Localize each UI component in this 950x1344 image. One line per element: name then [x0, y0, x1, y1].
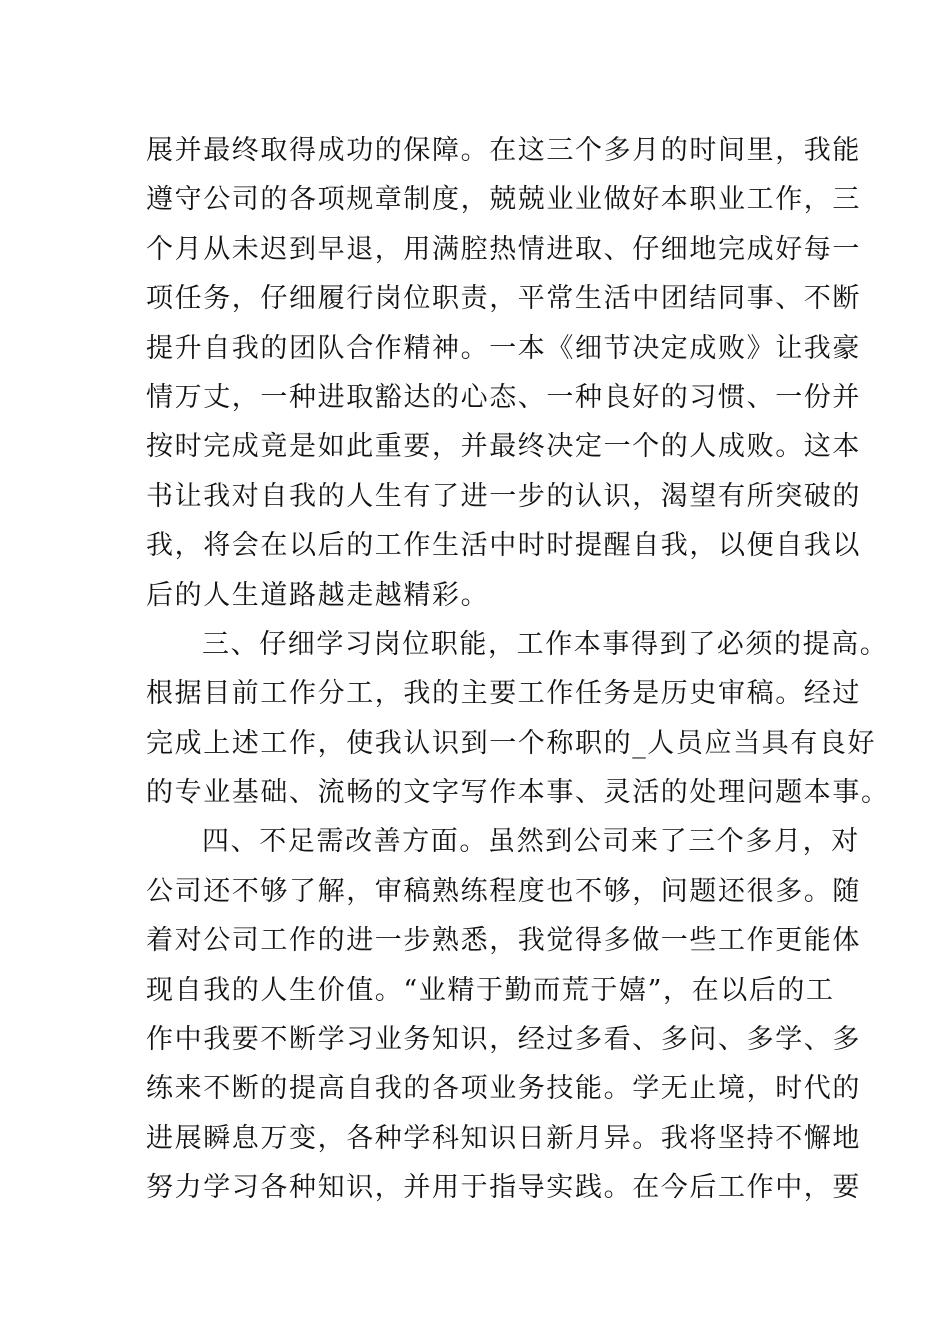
text-line: 我，将会在以后的工作生活中时时提醒自我，以便自我以 — [146, 530, 861, 562]
text-line: 展并最终取得成功的保障。在这三个多月的时间里，我能 — [146, 135, 861, 166]
paragraph-first-line: 四、不足需改善方面。虽然到公司来了三个多月，对 — [202, 826, 860, 858]
text-line: 练来不断的提高自我的各项业务技能。学无止境，时代的 — [146, 1073, 861, 1105]
text-line: 进展瞬息万变，各种学科知识日新月异。我将坚持不懈地 — [146, 1122, 861, 1154]
text-line: 后的人生道路越走越精彩。 — [146, 579, 490, 611]
text-line: 着对公司工作的进一步熟悉，我觉得多做一些工作更能体 — [146, 925, 861, 957]
text-line: 现自我的人生价值。“业精于勤而荒于嬉”，在以后的工 — [146, 974, 835, 1006]
text-line: 情万丈，一种进取豁达的心态、一种良好的习惯、一份并 — [146, 381, 861, 413]
text-line: 书让我对自我的人生有了进一步的认识，渴望有所突破的 — [146, 480, 861, 512]
paragraph-first-line: 三、仔细学习岗位职能，工作本事得到了必须的提高。 — [202, 628, 889, 660]
text-line: 完成上述工作，使我认识到一个称职的_人员应当具有良好 — [146, 727, 877, 759]
text-line: 项任务，仔细履行岗位职责，平常生活中团结同事、不断 — [146, 283, 861, 315]
body-text — [146, 126, 890, 1213]
text-line: 个月从未迟到早退，用满腔热情进取、仔细地完成好每一 — [146, 233, 861, 265]
text-line: 的专业基础、流畅的文字写作本事、灵活的处理问题本事。 — [146, 777, 890, 809]
text-line: 提升自我的团队合作精神。一本《细节决定成败》让我豪 — [146, 332, 861, 364]
text-line: 努力学习各种知识，并用于指导实践。在今后工作中，要 — [146, 1172, 861, 1204]
text-line: 按时完成竟是如此重要，并最终决定一个的人成败。这本 — [146, 431, 861, 463]
text-line: 遵守公司的各项规章制度，兢兢业业做好本职业工作，三 — [146, 184, 861, 216]
text-line: 作中我要不断学习业务知识，经过多看、多问、多学、多 — [146, 1024, 861, 1056]
text-line: 公司还不够了解，审稿熟练程度也不够，问题还很多。随 — [146, 875, 861, 907]
text-line: 根据目前工作分工，我的主要工作任务是历史审稿。经过 — [146, 678, 861, 710]
